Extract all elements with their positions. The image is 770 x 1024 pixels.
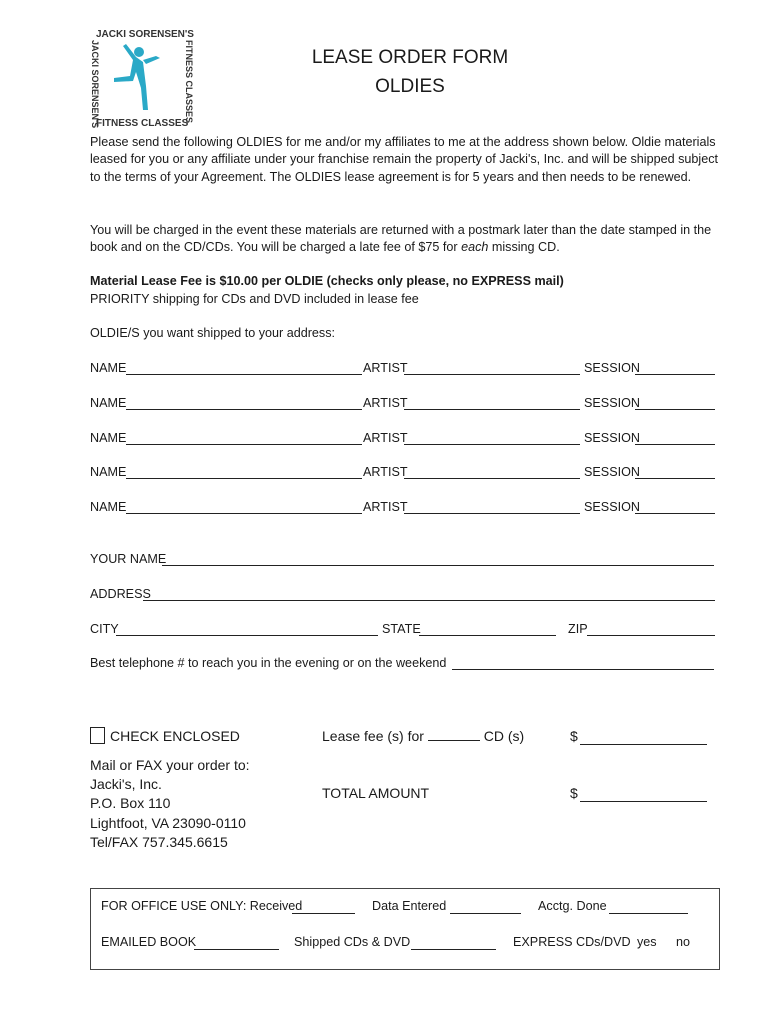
order-row-5: NAME ARTIST SESSION [90,500,715,518]
name-field[interactable] [126,500,362,514]
name-field[interactable] [126,465,362,479]
emailed-book-field[interactable] [194,936,279,950]
logo-text-right: FITNESS CLASSES [184,40,194,124]
telephone-field[interactable] [452,656,714,670]
name-field[interactable] [126,431,362,445]
total-dollar: $ [570,785,578,801]
check-enclosed-checkbox[interactable] [90,727,105,744]
express-yes-option[interactable]: yes [637,935,657,949]
priority-shipping-note: PRIORITY shipping for CDs and DVD included in lease fee [90,292,419,306]
artist-field[interactable] [404,361,580,375]
total-amount-field[interactable] [580,787,707,802]
logo-text-top: JACKI SORENSEN'S [96,29,194,40]
your-name-row: YOUR NAME [90,552,715,570]
oldies-prompt: OLDIE/S you want shipped to your address: [90,326,336,340]
form-subtitle: OLDIES [375,76,445,97]
order-row-2: NAME ARTIST SESSION [90,396,715,414]
lease-fee-amount-field[interactable] [580,730,707,745]
session-field[interactable] [635,396,715,410]
check-enclosed-label: CHECK ENCLOSED [110,728,240,744]
express-no-option[interactable]: no [676,935,691,949]
artist-field[interactable] [404,500,580,514]
office-use-box: FOR OFFICE USE ONLY: Received Data Entered Acctg. Done EMAILED BOOK Shipped CDs & DVD EXPRESS CDs/DVD yes no [90,888,720,970]
lease-fee-notice: Material Lease Fee is $10.00 per OLDIE (checks only please, no EXPRESS mail) [90,274,564,288]
order-row-4: NAME ARTIST SESSION [90,465,715,483]
lease-fee-line: Lease fee (s) for CD (s) [322,728,525,744]
artist-field[interactable] [404,431,580,445]
cd-count-field[interactable] [428,728,480,741]
late-fee-paragraph: You will be charged in the event these materials are returned with a postmark later than the date stamped in the book and on the CD/CDs. You will be charged a late fee of $75 for each missing CD. [90,223,712,255]
session-field[interactable] [635,500,715,514]
company-logo [86,26,204,130]
logo-text-bottom: FITNESS CLASSES [96,118,189,129]
zip-field[interactable] [587,622,715,636]
total-amount-label: TOTAL AMOUNT [322,785,430,801]
name-field[interactable] [126,396,362,410]
received-field[interactable] [292,900,355,914]
state-field[interactable] [419,622,556,636]
form-title: LEASE ORDER FORM [311,47,509,68]
artist-field[interactable] [404,465,580,479]
city-field[interactable] [116,622,378,636]
logo-text-left: JACKI SORENSEN'S [90,40,100,129]
shipped-field[interactable] [411,936,496,950]
dancer-figure-icon [114,44,160,110]
address-field[interactable] [143,587,715,601]
intro-paragraph: Please send the following OLDIES for me and/or my affiliates to me at the address shown below. Oldie materials leased for you or any affiliate under your franchise remain the property of Jacki's, Inc. and will be shipped subject to the terms of your Agreement. The OLDIES lease agreement is for 5 years and then needs to be renewed. [90,135,719,184]
order-row-3: NAME ARTIST SESSION [90,431,715,449]
order-row-1: NAME ARTIST SESSION [90,361,715,379]
name-field[interactable] [126,361,362,375]
session-field[interactable] [635,431,715,445]
artist-field[interactable] [404,396,580,410]
mail-address-block: Mail or FAX your order to: Jacki's, Inc. P.O. Box 110 Lightfoot, VA 23090-0110 Tel/FAX 757.345.6615 [90,757,250,850]
address-row: ADDRESS [90,587,715,605]
session-field[interactable] [635,361,715,375]
telephone-row: Best telephone # to reach you in the evening or on the weekend [90,656,715,674]
session-field[interactable] [635,465,715,479]
lease-fee-dollar: $ [570,728,578,744]
data-entered-field[interactable] [450,900,521,914]
your-name-field[interactable] [162,552,714,566]
city-state-zip-row: CITY STATE ZIP [90,622,715,640]
acctg-done-field[interactable] [609,900,688,914]
